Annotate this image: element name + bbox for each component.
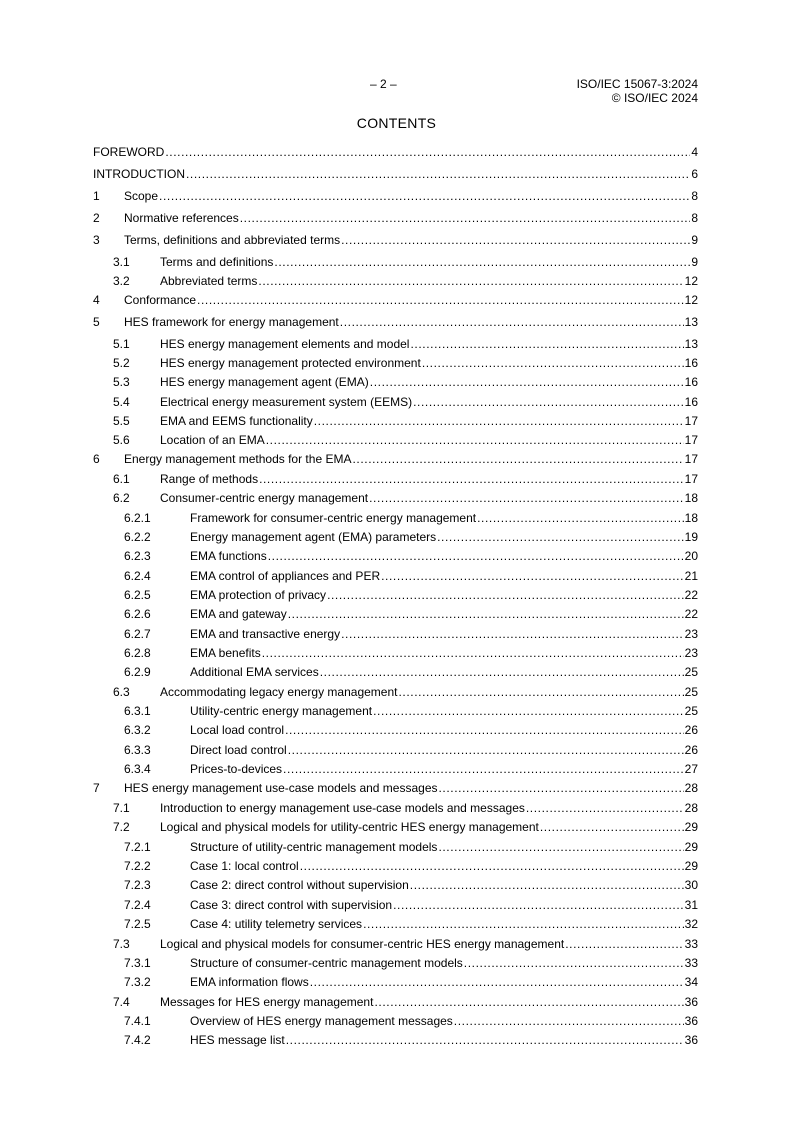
toc-entry-label: EMA and EEMS functionality [160,414,313,428]
toc-entry-page: 8 [691,211,698,225]
toc-entry[interactable] [93,315,698,330]
toc-entry-number: 6.3.1 [124,704,151,718]
toc-entry-number: 5 [93,315,100,329]
toc-entry-label: Logical and physical models for consumer-centric HES energy management [160,937,565,951]
toc-entry-label: Messages for HES energy management [160,995,374,1009]
toc-entry-page: 16 [684,356,698,370]
toc-entry-number: 5.1 [113,337,130,351]
toc-entry-number: 6.2.9 [124,665,151,679]
toc-entry[interactable] [93,743,698,758]
toc-dot-leader [464,956,684,971]
toc-entry-page: 12 [684,293,698,307]
toc-entry[interactable] [93,511,698,526]
toc-entry-label: Structure of consumer-centric management models [190,956,463,970]
toc-entry-label: EMA control of appliances and PER [190,569,381,583]
toc-dot-leader [437,530,684,545]
toc-entry-label: Energy management methods for the EMA [124,452,352,466]
toc-entry-page: 13 [684,315,698,329]
toc-entry-page: 9 [691,233,698,247]
toc-dot-leader [410,878,684,893]
toc-dot-leader [422,356,684,371]
toc-entry-number: 6.2.6 [124,607,151,621]
toc-entry-number: 6.2.8 [124,646,151,660]
toc-entry[interactable] [93,937,698,952]
toc-entry-page: 36 [684,1014,698,1028]
copyright-notice: © ISO/IEC 2024 [611,91,698,105]
toc-entry[interactable] [93,255,698,270]
toc-entry-label: Introduction to energy management use-case models and messages [160,801,525,815]
toc-entry-number: 6.1 [113,472,130,486]
toc-entry-page: 26 [684,743,698,757]
toc-entry[interactable] [93,665,698,680]
toc-entry-label: EMA information flows [190,975,309,989]
toc-entry-label: Case 2: direct control without supervision [190,878,409,892]
toc-entry-label: HES message list [190,1033,285,1047]
toc-entry[interactable] [93,898,698,913]
toc-dot-leader [341,627,684,642]
toc-dot-leader [268,549,684,564]
toc-entry[interactable] [93,145,698,160]
toc-dot-leader [288,743,684,758]
toc-dot-leader [540,820,684,835]
toc-entry-label: Additional EMA services [190,665,319,679]
toc-entry-number: 5.6 [113,433,130,447]
toc-entry-number: 7.2 [113,820,130,834]
toc-entry-page: 32 [684,917,698,931]
toc-entry-number: 4 [93,293,100,307]
toc-entry-label: Energy management agent (EMA) parameters [190,530,437,544]
toc-entry-label: Location of an EMA [160,433,265,447]
toc-entry[interactable] [93,917,698,932]
toc-entry[interactable] [93,723,698,738]
toc-entry-page: 28 [684,781,698,795]
toc-dot-leader [285,723,684,738]
toc-dot-leader [274,255,690,270]
toc-dot-leader [454,1014,684,1029]
toc-entry[interactable] [93,762,698,777]
toc-entry-number: 6.2.5 [124,588,151,602]
toc-entry-page: 31 [684,898,698,912]
toc-entry-number: 6.3 [113,685,130,699]
toc-entry[interactable] [93,995,698,1010]
toc-entry-label: Conformance [124,293,197,307]
toc-dot-leader [363,917,684,932]
toc-dot-leader [258,274,683,289]
toc-entry-label: Case 3: direct control with supervision [190,898,393,912]
toc-dot-leader [352,452,683,467]
toc-entry-label: Case 4: utility telemetry services [190,917,363,931]
toc-entry-label: Prices-to-devices [190,762,283,776]
toc-dot-leader [266,433,684,448]
toc-entry[interactable] [93,820,698,835]
toc-entry-label: Local load control [190,723,285,737]
toc-entry-label: EMA and transactive energy [190,627,341,641]
toc-entry-label: HES energy management agent (EMA) [160,375,369,389]
toc-entry[interactable] [93,627,698,642]
toc-entry-number: 5.3 [113,375,130,389]
toc-dot-leader [381,569,684,584]
toc-entry-number: 7.2.5 [124,917,151,931]
toc-entry-page: 18 [684,511,698,525]
toc-entry-page: 21 [684,569,698,583]
toc-entry-page: 26 [684,723,698,737]
toc-entry[interactable] [93,1014,698,1029]
toc-entry-label: HES framework for energy management [124,315,339,329]
toc-entry-label: Overview of HES energy management messages [190,1014,453,1028]
toc-entry[interactable] [93,704,698,719]
toc-entry[interactable] [93,685,698,700]
toc-entry-page: 12 [684,274,698,288]
toc-dot-leader [300,859,684,874]
toc-entry[interactable] [93,414,698,429]
toc-dot-leader [327,588,684,603]
toc-dot-leader [159,189,690,204]
toc-dot-leader [340,315,684,330]
toc-entry[interactable] [93,549,698,564]
toc-entry[interactable] [93,878,698,893]
toc-entry-label: EMA functions [190,549,267,563]
toc-entry-page: 29 [684,840,698,854]
toc-entry[interactable] [93,588,698,603]
toc-entry-number: 7.2.2 [124,859,151,873]
toc-entry[interactable] [93,801,698,816]
toc-entry-number: 6.2.4 [124,569,151,583]
toc-dot-leader [283,762,684,777]
toc-entry[interactable] [93,274,698,289]
toc-entry-number: 7.2.3 [124,878,151,892]
toc-entry-page: 25 [684,685,698,699]
toc-entry-number: 7.3 [113,937,130,951]
toc-entry-label: INTRODUCTION [93,167,185,181]
toc-entry-number: 6.2.7 [124,627,151,641]
toc-entry-page: 17 [684,433,698,447]
toc-entry-label: Consumer-centric energy management [160,491,369,505]
toc-dot-leader [439,781,684,796]
toc-entry[interactable] [93,433,698,448]
toc-entry-number: 3 [93,233,100,247]
toc-entry-page: 29 [684,859,698,873]
toc-entry-page: 25 [684,704,698,718]
toc-entry-page: 28 [684,801,698,815]
toc-entry-label: Terms and definitions [160,255,274,269]
toc-entry-number: 6.3.2 [124,723,151,737]
toc-entry-label: EMA protection of privacy [190,588,327,602]
toc-entry[interactable] [93,337,698,352]
toc-entry[interactable] [93,781,698,796]
toc-entry-label: Structure of utility-centric management models [190,840,438,854]
toc-entry-page: 36 [684,1033,698,1047]
toc-entry-number: 6 [93,452,100,466]
toc-entry[interactable] [93,569,698,584]
toc-entry[interactable] [93,167,698,182]
toc-entry-number: 5.4 [113,395,130,409]
toc-dot-leader [477,511,684,526]
toc-dot-leader [438,840,683,855]
toc-entry-number: 6.2.2 [124,530,151,544]
toc-entry-page: 8 [691,189,698,203]
toc-entry-page: 34 [684,975,698,989]
toc-entry-page: 16 [684,375,698,389]
toc-dot-leader [314,414,684,429]
toc-dot-leader [398,685,683,700]
toc-entry-page: 18 [684,491,698,505]
toc-entry-number: 6.2.3 [124,549,151,563]
toc-entry-label: FOREWORD [93,145,165,159]
toc-entry-page: 9 [691,255,698,269]
toc-entry-number: 2 [93,211,100,225]
toc-entry-page: 19 [684,530,698,544]
toc-entry-number: 7.4 [113,995,130,1009]
document-id: ISO/IEC 15067-3:2024 [576,77,698,91]
toc-entry-page: 36 [684,995,698,1009]
toc-entry-label: Utility-centric energy management [190,704,373,718]
toc-entry-number: 5.2 [113,356,130,370]
toc-entry[interactable] [93,356,698,371]
toc-entry-number: 7 [93,781,100,795]
toc-entry[interactable] [93,859,698,874]
toc-entry-page: 17 [684,472,698,486]
toc-entry-page: 23 [684,627,698,641]
toc-entry-page: 16 [684,395,698,409]
toc-dot-leader [240,211,691,226]
toc-entry-number: 5.5 [113,414,130,428]
toc-entry-page: 30 [684,878,698,892]
toc-entry-number: 1 [93,189,100,203]
toc-entry-number: 7.2.4 [124,898,151,912]
toc-entry-label: EMA benefits [190,646,261,660]
toc-entry-page: 33 [684,956,698,970]
toc-dot-leader [373,704,684,719]
toc-entry[interactable] [93,1033,698,1048]
toc-entry[interactable] [93,975,698,990]
toc-dot-leader [165,145,690,160]
toc-dot-leader [286,1033,684,1048]
toc-entry-label: Electrical energy measurement system (EEMS) [160,395,413,409]
toc-dot-leader [374,995,683,1010]
toc-entry-label: Accommodating legacy energy management [160,685,398,699]
toc-dot-leader [186,167,690,182]
toc-entry-number: 6.2 [113,491,130,505]
toc-dot-leader [410,337,683,352]
toc-dot-leader [370,375,684,390]
toc-entry-number: 6.2.1 [124,511,151,525]
toc-dot-leader [320,665,684,680]
toc-entry-number: 7.1 [113,801,130,815]
toc-entry-page: 23 [684,646,698,660]
toc-dot-leader [310,975,684,990]
toc-dot-leader [393,898,684,913]
toc-entry-number: 7.4.1 [124,1014,151,1028]
toc-entry[interactable] [93,607,698,622]
toc-dot-leader [288,607,684,622]
toc-entry-label: Framework for consumer-centric energy management [190,511,477,525]
toc-entry-page: 22 [684,588,698,602]
toc-entry-page: 6 [691,167,698,181]
toc-entry-label: HES energy management elements and model [160,337,410,351]
toc-entry-label: Abbreviated terms [160,274,258,288]
toc-dot-leader [369,491,684,506]
toc-entry-label: Range of methods [160,472,259,486]
toc-dot-leader [526,801,684,816]
toc-entry[interactable] [93,472,698,487]
toc-entry[interactable] [93,646,698,661]
toc-dot-leader [341,233,690,248]
toc-entry-page: 22 [684,607,698,621]
toc-entry[interactable] [93,233,698,248]
toc-entry-label: HES energy management protected environment [160,356,421,370]
toc-dot-leader [197,293,684,308]
toc-entry[interactable] [93,956,698,971]
toc-entry-label: Terms, definitions and abbreviated terms [124,233,341,247]
toc-entry[interactable] [93,530,698,545]
page-title: CONTENTS [356,115,437,131]
toc-entry-page: 13 [684,337,698,351]
toc-entry-page: 17 [684,452,698,466]
toc-dot-leader [413,395,684,410]
toc-entry[interactable] [93,840,698,855]
toc-dot-leader [262,646,684,661]
toc-entry-label: Normative references [124,211,239,225]
toc-entry-page: 17 [684,414,698,428]
toc-entry-number: 7.3.1 [124,956,151,970]
toc-entry-label: Scope [124,189,159,203]
toc-entry[interactable] [93,491,698,506]
toc-entry-label: HES energy management use-case models and messages [124,781,438,795]
toc-entry-number: 7.4.2 [124,1033,151,1047]
toc-dot-leader [259,472,684,487]
toc-entry-number: 7.2.1 [124,840,151,854]
toc-entry-label: Direct load control [190,743,287,757]
toc-entry[interactable] [93,395,698,410]
toc-entry-number: 3.1 [113,255,130,269]
toc-entry-page: 27 [684,762,698,776]
toc-entry-label: Logical and physical models for utility-centric HES energy management [160,820,539,834]
toc-entry[interactable] [93,211,698,226]
toc-entry-page: 29 [684,820,698,834]
toc-entry-page: 33 [684,937,698,951]
toc-entry-label: Case 1: local control [190,859,299,873]
toc-entry-page: 20 [684,549,698,563]
toc-entry-number: 3.2 [113,274,130,288]
toc-entry-label: EMA and gateway [190,607,287,621]
toc-entry-number: 6.3.3 [124,743,151,757]
toc-entry-number: 7.3.2 [124,975,151,989]
toc-entry[interactable] [93,452,698,467]
page-number: – 2 – [370,77,397,91]
toc-entry-number: 6.3.4 [124,762,151,776]
toc-entry[interactable] [93,189,698,204]
toc-entry-page: 4 [691,145,698,159]
toc-entry[interactable] [93,375,698,390]
toc-entry-page: 25 [684,665,698,679]
toc-entry[interactable] [93,293,698,308]
toc-dot-leader [565,937,683,952]
